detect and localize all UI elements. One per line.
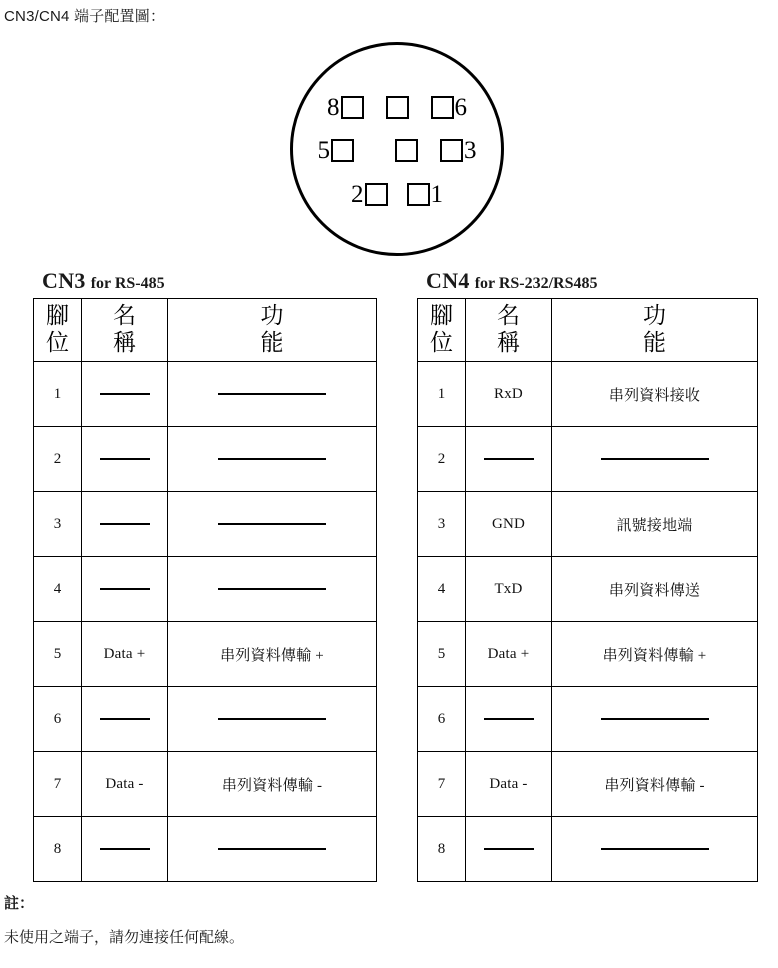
cn3-row-3-pin: 3 [34,492,82,557]
empty-dash-icon [100,523,150,525]
cn4-header-name-stack [466,303,551,357]
cn4-pin-table [417,298,758,882]
table-row [418,687,758,752]
cn3-header-pin [34,299,82,362]
cn3-row-5-function: 串列資料傳輸 + [168,622,377,687]
pin-square-icon [365,183,388,206]
cn3-table-title [42,268,377,292]
table-row [34,427,377,492]
cn3-header-pin-stack [34,303,81,357]
empty-dash-icon [218,458,326,460]
table-row [418,492,758,557]
empty-dash-icon [218,393,326,395]
cn3-table-body [34,299,377,882]
cn4-header-function-char-2: 能 [643,330,666,356]
cn3-row-8-function [168,817,377,882]
cn3-row-1-pin: 1 [34,362,82,427]
cn4-header-pin [418,299,466,362]
empty-dash-icon [601,848,709,850]
cn3-row-5-pin: 5 [34,622,82,687]
cn4-row-3-pin: 3 [418,492,466,557]
table-row [418,817,758,882]
connector-pin-row-middle [290,133,504,167]
cn4-header-name-char-1: 名 [497,303,520,329]
empty-dash-icon [484,458,534,460]
cn4-row-4-name: TxD [466,557,552,622]
pin-label-8: 8 [327,93,340,121]
cn3-row-6-function [168,687,377,752]
cn4-title-main: CN4 [426,268,470,293]
cn4-row-2-function [552,427,758,492]
cn4-header-function-char-1: 功 [643,303,666,329]
pin-label-2: 2 [351,180,364,208]
empty-dash-icon [484,718,534,720]
cn4-row-7-function: 串列資料傳輸 - [552,752,758,817]
connector-pin-7 [386,96,409,119]
cn3-title-main: CN3 [42,268,86,293]
table-row [34,687,377,752]
cn3-row-3-name [82,492,168,557]
empty-dash-icon [100,393,150,395]
cn4-header-pin-stack [418,303,465,357]
table-row [418,427,758,492]
cn3-header-function-stack [168,303,376,357]
connector-pin-rows [290,42,504,256]
cn4-row-5-function: 串列資料傳輸 + [552,622,758,687]
pin-square-icon [395,139,418,162]
pin-square-icon [386,96,409,119]
cn4-header-function-stack [552,303,757,357]
connector-pin-8 [341,96,364,119]
cn4-row-3-name: GND [466,492,552,557]
cn3-row-3-function [168,492,377,557]
connector-pin-3 [440,139,463,162]
cn4-table-block [417,268,758,882]
cn3-header-pin-char-1: 腳 [46,303,69,329]
table-row [34,492,377,557]
cn4-row-8-name [466,817,552,882]
cn4-row-5-name: Data + [466,622,552,687]
note-body: 未使用之端子，請勿連接任何配線。 [4,929,245,946]
table-row [418,557,758,622]
connector-pin-5 [331,139,354,162]
connector-pin-2 [365,183,388,206]
connector-pin-row-bottom [290,177,504,211]
pin-label-1: 1 [430,180,443,208]
cn3-row-6-name [82,687,168,752]
cn3-header-function-char-2: 能 [260,330,284,356]
cn3-header-name [82,299,168,362]
cn4-table-title [426,268,758,292]
page-caption: CN3/CN4 端子配置圖： [4,8,166,25]
cn4-table-body [418,299,758,882]
cn4-title-sub: for RS-232/RS485 [474,275,598,292]
cn3-row-1-name [82,362,168,427]
empty-dash-icon [100,848,150,850]
cn3-row-6-pin: 6 [34,687,82,752]
cn3-header-name-char-2: 稱 [113,330,136,356]
cn3-row-4-pin: 4 [34,557,82,622]
cn4-row-8-function [552,817,758,882]
pin-square-icon [341,96,364,119]
cn3-header-name-char-1: 名 [113,303,136,329]
cn4-row-2-name [466,427,552,492]
cn4-row-3-function: 訊號接地端 [552,492,758,557]
cn4-header-name-char-2: 稱 [497,330,520,356]
pin-label-5: 5 [317,136,330,164]
empty-dash-icon [218,848,326,850]
cn4-row-6-function [552,687,758,752]
pin-label-6: 6 [454,93,467,121]
cn4-header-name [466,299,552,362]
table-row [34,752,377,817]
cn3-row-8-pin: 8 [34,817,82,882]
connector-pin-6 [431,96,454,119]
table-row [418,752,758,817]
cn3-header-row [34,299,377,362]
cn4-row-5-pin: 5 [418,622,466,687]
cn3-row-4-name [82,557,168,622]
cn4-row-4-function: 串列資料傳送 [552,557,758,622]
cn3-header-name-stack [82,303,167,357]
cn3-row-7-pin: 7 [34,752,82,817]
cn4-header-pin-char-1: 腳 [430,303,453,329]
cn4-row-4-pin: 4 [418,557,466,622]
pin-square-icon [431,96,454,119]
pin-square-icon [407,183,430,206]
table-row [34,622,377,687]
cn4-row-1-function: 串列資料接收 [552,362,758,427]
empty-dash-icon [601,458,709,460]
cn3-header-function-char-1: 功 [260,303,284,329]
cn4-row-6-pin: 6 [418,687,466,752]
cn4-row-1-name: RxD [466,362,552,427]
table-row [418,622,758,687]
cn4-row-7-name: Data - [466,752,552,817]
cn3-row-5-name: Data + [82,622,168,687]
cn3-title-sub: for RS-485 [90,275,165,292]
cn4-header-function [552,299,758,362]
pin-label-3: 3 [464,136,477,164]
cn4-header-row [418,299,758,362]
empty-dash-icon [100,718,150,720]
empty-dash-icon [218,718,326,720]
footer-note [4,893,704,949]
cn4-row-7-pin: 7 [418,752,466,817]
cn3-header-pin-char-2: 位 [46,330,69,356]
cn4-row-6-name [466,687,552,752]
cn3-row-4-function [168,557,377,622]
cn3-row-2-pin: 2 [34,427,82,492]
empty-dash-icon [484,848,534,850]
empty-dash-icon [218,523,326,525]
cn4-row-8-pin: 8 [418,817,466,882]
connector-pin-4 [395,139,418,162]
table-row [34,557,377,622]
cn3-header-function [168,299,377,362]
cn3-row-7-function: 串列資料傳輸 - [168,752,377,817]
pin-square-icon [331,139,354,162]
cn3-row-2-function [168,427,377,492]
cn3-row-7-name: Data - [82,752,168,817]
cn3-table-block [33,268,377,882]
empty-dash-icon [100,588,150,590]
cn4-row-1-pin: 1 [418,362,466,427]
cn4-row-2-pin: 2 [418,427,466,492]
pin-square-icon [440,139,463,162]
empty-dash-icon [218,588,326,590]
empty-dash-icon [601,718,709,720]
cn3-row-8-name [82,817,168,882]
connector-pin-row-top [290,90,504,124]
connector-diagram [290,42,504,256]
table-row [34,362,377,427]
note-title: 註： [4,895,35,912]
table-row [418,362,758,427]
cn3-pin-table [33,298,377,882]
cn3-row-2-name [82,427,168,492]
connector-pin-1 [407,183,430,206]
cn3-row-1-function [168,362,377,427]
table-row [34,817,377,882]
cn4-header-pin-char-2: 位 [430,330,453,356]
empty-dash-icon [100,458,150,460]
